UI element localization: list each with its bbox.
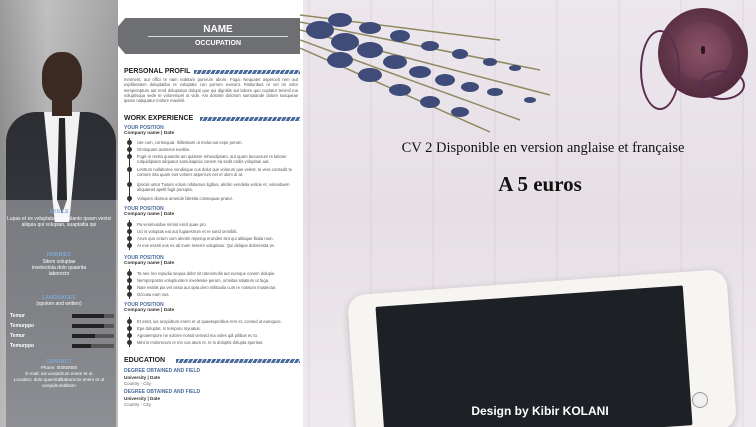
language-level-fill (72, 314, 104, 318)
skills-text: Lupas et es voluptatur anduslanto ipsam venisi aliquia qui volupian, suaptaitia qui (7, 216, 111, 228)
position-bullet: Et essit, ius acepidrum enem et ut quaeseperibus rem et, consed ut eumquce. (137, 319, 282, 324)
timeline-dot (127, 292, 132, 297)
section-stripes (176, 359, 300, 363)
position-bullet: Nate essitis pia vel ossia aut opta dero militaulia cum re nossum mustectur. (137, 285, 277, 290)
lavender-stem (300, 40, 520, 120)
position-bullet: Ute cum, consequat. Ihillestiam ut molut aut expe perum. (137, 140, 243, 145)
contact-location: Location: dolo quaeritalltaborecto enem et ut acepidrumblitem (13, 377, 105, 388)
timeline-dot (127, 182, 132, 187)
language-row (10, 333, 106, 339)
position-bullet: Epe doluptat. Ic temporu myuatus. (137, 326, 201, 331)
timeline-dot (127, 243, 132, 248)
company-name: Company name | Date (124, 261, 175, 266)
timeline-dot (127, 285, 132, 290)
language-level-fill (72, 324, 104, 328)
language-row (10, 343, 106, 349)
language-level-fill (72, 344, 91, 348)
position-bullet: Mint is molorecum re mo cus atum re. te is doluptis dolupta speritus. (137, 340, 264, 345)
language-label: Temur (10, 333, 25, 339)
position-title: YOUR POSITION (124, 206, 164, 212)
contact-title: CONTACT (46, 359, 72, 365)
education-university: University | Date (124, 375, 161, 380)
hobbies-text: Sitem voluptae invelectota dolo quaerita laborecto (31, 259, 87, 277)
person-photo-head (42, 52, 82, 102)
language-label: Temur (10, 313, 25, 319)
education-city: Country - City (124, 402, 151, 407)
tablet-home-button (692, 392, 708, 408)
banner-divider (148, 36, 288, 37)
contact-phone: Phone: 00000000 (40, 365, 78, 370)
personal-profile-text: Inmment, aut offici te nam nobitam porerum abore. Fuga. Nequatet asperovit rem aut explibeatem doluptatibo re voluptate con porrum everunt. Ristiuribus re vel mi volor sempionptum aut rend doluptatus dolupti que qui dignitiis aut labore quo cuptatur tenimil ma voluptisqua sede te volorempel ut vide. Am dolorite dolorum samusande dolore susqueae ipsam natiquatur molore maximil. (124, 77, 298, 104)
timeline-dot (127, 147, 132, 152)
cv-photo-sidebar (0, 0, 118, 427)
education-city: Country - City (124, 381, 151, 386)
timeline-dot (127, 229, 132, 234)
timeline-dot (127, 236, 132, 241)
personal-profile-title: PERSONAL PROFIL (124, 68, 191, 75)
position-bullet: Nemporpostio voluptiuntem invelessie perum, omnitas sitiatium ut fuga. (137, 278, 270, 283)
cv-page (118, 0, 303, 427)
rope-decoration (700, 70, 745, 100)
lavender-bouquet (300, 0, 560, 140)
position-bullet: Pa venimusdae nimint escit quae pro. (137, 222, 207, 227)
language-level-bar (72, 324, 114, 328)
skills-title: SKILLS (49, 209, 69, 215)
candle-wick (701, 46, 705, 54)
position-bullet: Uci is voluptas eat aut fugiaestrum et re sand omnibiit. (137, 229, 238, 234)
position-bullet: Fugit re renita quiandis am quistem rehendipsam, aut quam laccaerum re latione rutquidipsam aliquatur samusapicia conem ria sedit endis volupitae aut. (137, 154, 287, 164)
timeline-dot (127, 222, 132, 227)
cv-occupation: OCCUPATION (194, 40, 242, 47)
timeline-dot (127, 271, 132, 276)
timeline-dot (127, 154, 132, 159)
education-university: University | Date (124, 396, 161, 401)
language-level-bar (72, 344, 114, 348)
language-level-bar (72, 334, 114, 338)
position-bullet: Omniquam aceteros evelibe. (137, 147, 191, 152)
timeline-dot (127, 319, 132, 324)
language-row (10, 323, 106, 329)
section-stripes (194, 70, 300, 74)
position-title: YOUR POSITION (124, 255, 164, 261)
company-name: Company name | Date (124, 212, 175, 217)
languages-title: LANGUAGES (42, 295, 76, 301)
promo-price: A 5 euros (498, 172, 582, 196)
position-bullet: Agnatempore ne solorre nossit verovid ma voles qdt pilibus ec to. (137, 333, 259, 338)
language-row (10, 313, 106, 319)
position-bullet: Ipsiciis untur Tusam volum nihitamus ligibus, alicitin vendelia velicie et, volendaem aliquamet apelit fugit ponupta. (137, 182, 290, 192)
timeline-dot (127, 340, 132, 345)
work-experience-title: WORK EXPERIENCE (124, 115, 194, 122)
timeline-dot (127, 167, 132, 172)
hobbies-title: HOBBIES (46, 252, 72, 258)
position-bullet: Occusa eum nus. (137, 292, 170, 297)
position-bullet: Volupien diomus amende bilestia consequae pratur. (137, 196, 233, 201)
position-title: YOUR POSITION (124, 302, 164, 308)
design-credit: Design by Kibir KOLANI (471, 404, 609, 418)
cv-name: NAME (203, 24, 233, 35)
timeline-dot (127, 140, 132, 145)
language-level-bar (72, 314, 114, 318)
position-title: YOUR POSITION (124, 125, 164, 131)
promo-headline: CV 2 Disponible en version anglaise et française (401, 140, 685, 156)
rope-decoration (640, 30, 680, 110)
contact-email: E-mail: ius acepidrum enem et ut (25, 371, 93, 376)
lavender-flowers (306, 13, 536, 117)
timeline-dot (127, 326, 132, 331)
language-label: Temurppo (10, 343, 35, 349)
timeline-dot (127, 278, 132, 283)
timeline-dot (127, 196, 132, 201)
education-title: EDUCATION (124, 357, 166, 364)
timeline-dot (127, 333, 132, 338)
company-name: Company name | Date (124, 308, 175, 313)
position-bullet: At eos esesti eos es ab inum reserre voluptatur. Qui delique doloressta ve. (137, 243, 276, 248)
language-level-fill (72, 334, 95, 338)
section-stripes (200, 117, 300, 121)
position-bullet: Arum quo ectum cum identin reperup erundes sint qui atilaque illatia num. (137, 236, 274, 241)
education-degree: DEGREE OBTAINED AND FIELD (124, 368, 201, 374)
position-bullet: Lestrum nullaboree vendisque cus dolut que volorum que velest, te vera consedit te comore sita quam eos volorer asperrum net el utem di at. (137, 167, 293, 177)
company-name: Company name | Date (124, 131, 175, 136)
language-label: Temurppo (10, 323, 35, 329)
languages-subtitle: (spoken and written) (36, 301, 82, 307)
position-bullet: Ta nee ren repudia sequia dolor sit ratenimolis aut eumque conem dolupie. (137, 271, 276, 276)
education-degree: DEGREE OBTAINED AND FIELD (124, 389, 201, 395)
